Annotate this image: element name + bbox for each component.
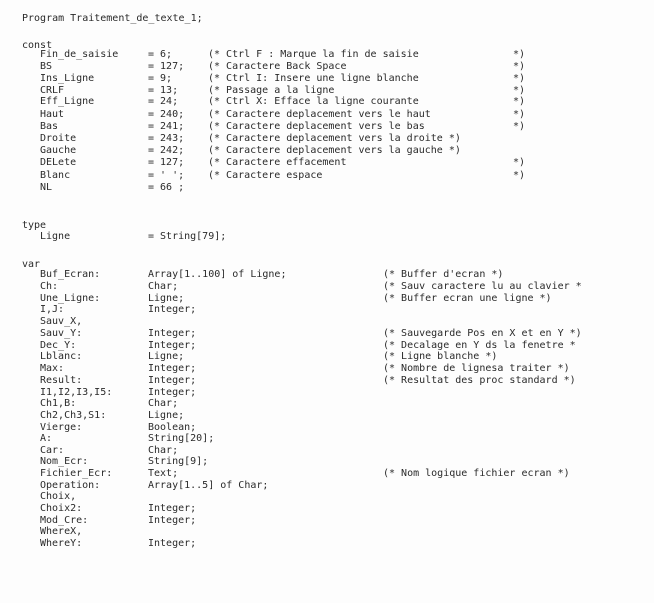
- var-comment: (* Resultat des proc standard *): [383, 375, 576, 386]
- const-name: Haut: [40, 109, 65, 120]
- const-name: Blanc: [40, 170, 71, 181]
- const-comment: (* Caractere deplacement vers le haut: [208, 109, 431, 120]
- var-name: Max:: [40, 363, 65, 374]
- var-name: Choix2:: [40, 503, 83, 514]
- const-name: DELete: [40, 157, 77, 168]
- var-keyword: var: [22, 259, 41, 270]
- var-type: Char;: [148, 398, 179, 409]
- var-name: Ch1,B:: [40, 398, 77, 409]
- var-type: Integer;: [148, 363, 197, 374]
- var-name: Vierge:: [40, 422, 83, 433]
- const-comment-close: *): [513, 121, 526, 132]
- const-comment-close: *): [513, 49, 526, 60]
- const-value: = 127;: [148, 157, 185, 168]
- var-name: Operation:: [40, 480, 101, 491]
- var-comment: (* Nombre de lignesa traiter *): [383, 363, 570, 374]
- const-value: = 243;: [148, 133, 185, 144]
- var-name: Result:: [40, 375, 83, 386]
- const-name: Gauche: [40, 145, 77, 156]
- var-comment: (* Nom logique fichier ecran *): [383, 468, 570, 479]
- const-name: Bas: [40, 121, 59, 132]
- var-comment: (* Decalage en Y ds la fenetre *: [383, 340, 576, 351]
- const-comment-close: *): [513, 157, 526, 168]
- const-value: = 13;: [148, 85, 179, 96]
- var-name: Fichier_Ecr:: [40, 468, 113, 479]
- const-comment: (* Caractere effacement: [208, 157, 347, 168]
- type-name: Ligne: [40, 231, 71, 242]
- var-name: A:: [40, 433, 53, 444]
- var-name: Une_Ligne:: [40, 293, 101, 304]
- var-name: Sauv_X,: [40, 316, 83, 327]
- const-value: = 127;: [148, 61, 185, 72]
- const-comment: (* Ctrl F : Marque la fin de saisie: [208, 49, 419, 60]
- var-name: Mod_Cre:: [40, 515, 89, 526]
- const-value: = 9;: [148, 73, 173, 84]
- var-type: Boolean;: [148, 422, 197, 433]
- const-comment: (* Caractere espace: [208, 170, 323, 181]
- var-type: Integer;: [148, 538, 197, 549]
- var-name: Car:: [40, 445, 65, 456]
- var-type: Integer;: [148, 340, 197, 351]
- const-value: = 241;: [148, 121, 185, 132]
- type-value: = String[79];: [148, 231, 227, 242]
- var-type: String[9];: [148, 456, 209, 467]
- var-name: Nom_Ecr:: [40, 456, 89, 467]
- var-type: Integer;: [148, 387, 197, 398]
- const-comment-close: *): [513, 96, 526, 107]
- const-name: Fin_de_saisie: [40, 49, 119, 60]
- const-comment: (* Ctrl I: Insere une ligne blanche: [208, 73, 419, 84]
- var-type: Array[1..5] of Char;: [148, 480, 269, 491]
- const-comment-close: *): [513, 109, 526, 120]
- var-name: Ch:: [40, 281, 59, 292]
- var-name: Buf_Ecran:: [40, 269, 101, 280]
- var-type: Ligne;: [148, 410, 185, 421]
- const-comment: (* Caractere Back Space: [208, 61, 347, 72]
- const-keyword: const: [22, 40, 53, 51]
- var-name: WhereY:: [40, 538, 83, 549]
- const-value: = 242;: [148, 145, 185, 156]
- const-name: NL: [40, 182, 53, 193]
- var-name: Lblanc:: [40, 351, 83, 362]
- const-comment: (* Caractere deplacement vers la gauche *): [208, 145, 461, 156]
- var-type: Char;: [148, 281, 179, 292]
- var-type: Integer;: [148, 375, 197, 386]
- const-name: Droite: [40, 133, 77, 144]
- var-type: Char;: [148, 445, 179, 456]
- const-name: CRLF: [40, 85, 65, 96]
- var-name: Sauv_Y:: [40, 328, 83, 339]
- const-comment: (* Caractere deplacement vers la droite *): [208, 133, 461, 144]
- var-type: Integer;: [148, 328, 197, 339]
- var-type: Array[1..100] of Ligne;: [148, 269, 287, 280]
- var-name: Choix,: [40, 491, 77, 502]
- var-name: I1,I2,I3,I5:: [40, 387, 113, 398]
- const-name: Ins_Ligne: [40, 73, 95, 84]
- const-comment-close: *): [513, 85, 526, 96]
- var-name: Ch2,Ch3,S1:: [40, 410, 107, 421]
- var-type: Integer;: [148, 503, 197, 514]
- var-type: String[20];: [148, 433, 215, 444]
- const-value: = ' ';: [148, 170, 185, 181]
- program-header: Program Traitement_de_texte_1;: [22, 13, 203, 24]
- const-comment-close: *): [513, 73, 526, 84]
- var-name: Dec_Y:: [40, 340, 77, 351]
- var-type: Integer;: [148, 304, 197, 315]
- const-value: = 240;: [148, 109, 185, 120]
- const-name: Eff_Ligne: [40, 96, 95, 107]
- var-type: Text;: [148, 468, 179, 479]
- const-value: = 66 ;: [148, 182, 185, 193]
- var-comment: (* Sauvegarde Pos en X et en Y *): [383, 328, 582, 339]
- var-comment: (* Buffer d'ecran *): [383, 269, 504, 280]
- var-name: I,J:: [40, 304, 65, 315]
- const-comment: (* Ctrl X: Efface la ligne courante: [208, 96, 419, 107]
- type-keyword: type: [22, 220, 47, 231]
- var-comment: (* Sauv caractere lu au clavier *: [383, 281, 582, 292]
- const-comment-close: *): [513, 61, 526, 72]
- var-comment: (* Ligne blanche *): [383, 351, 498, 362]
- var-comment: (* Buffer ecran une ligne *): [383, 293, 552, 304]
- var-type: Integer;: [148, 515, 197, 526]
- const-comment: (* Passage a la ligne: [208, 85, 335, 96]
- const-name: BS: [40, 61, 53, 72]
- var-type: Ligne;: [148, 293, 185, 304]
- const-comment: (* Caractere deplacement vers le bas: [208, 121, 425, 132]
- var-type: Ligne;: [148, 351, 185, 362]
- var-name: WhereX,: [40, 526, 83, 537]
- const-value: = 24;: [148, 96, 179, 107]
- const-comment-close: *): [513, 170, 526, 181]
- const-value: = 6;: [148, 49, 173, 60]
